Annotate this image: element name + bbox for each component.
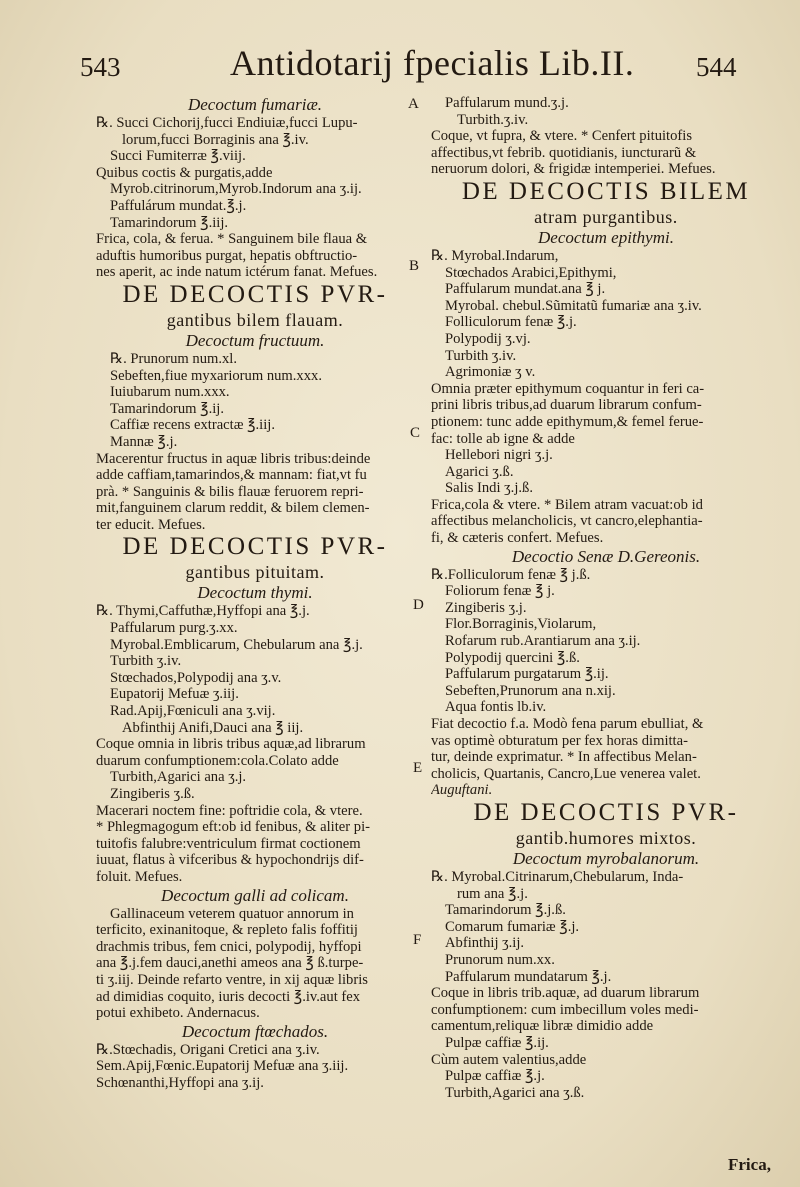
left-column-line: Macerentur fructus in aquæ libris tribus:deinde: [96, 450, 371, 467]
right-column-line: cholicis, Quartanis, Cancro,Lue venerea valet.: [431, 765, 701, 782]
right-column-line: fac: tolle ab igne & adde: [431, 430, 575, 447]
left-column-line: prà. * Sanguinis & bilis flauæ feruorem repri-: [96, 483, 364, 500]
left-column-line: Decoctum fructuum.: [185, 330, 325, 350]
left-column-line: Turbith ʒ.iv.: [110, 653, 182, 670]
page-header: [0, 42, 800, 94]
right-column-line: affectibus melancholicis, vt cancro,elephantia-: [431, 513, 703, 530]
right-column-line: DE DECOCTIS BILEM: [461, 177, 751, 205]
left-column-line: Tamarindorum ℥.iij.: [110, 214, 229, 231]
right-page-number: 544: [696, 52, 737, 82]
left-column-line: Caffiæ recens extractæ ℥.iij.: [110, 417, 275, 434]
right-column-line: Paffularum purgatarum ℥.ij.: [445, 666, 609, 683]
left-column-line: gantibus bilem flauam.: [166, 309, 344, 330]
left-column-line: adde caffiam,tamarindos,& mannam: fiat,vt fu: [96, 467, 367, 484]
right-column-line: Myrobal. chebul.Sũmitatũ fumariæ ana ʒ.iv.: [445, 297, 702, 314]
left-column-line: Decoctum ftœchados.: [181, 1021, 329, 1041]
left-column-line: ℞. Prunorum num.xl.: [110, 350, 237, 367]
left-column-line: Iuiubarum num.xxx.: [110, 384, 230, 401]
right-column-line: ptionem: tunc adde epithymum,& femel ferue-: [431, 413, 704, 430]
left-column-line: aduftis humoribus purgat, hepatis obftructio-: [96, 247, 358, 264]
right-column-line: Decoctum myrobalanorum.: [512, 848, 700, 868]
right-column-line: Decoctum epithymi.: [538, 227, 674, 247]
right-column-line: vas optimè obturatum per fex horas dimitta-: [431, 732, 688, 749]
margin-letter-b: B: [409, 258, 420, 274]
margin-letter-f: F: [413, 932, 422, 948]
left-column-line: Stœchados,Polypodij ana ʒ.v.: [110, 669, 282, 686]
left-column-line: Abfinthij Anifi,Dauci ana ℥ iij.: [122, 719, 304, 736]
left-column-line: Frica, cola, & ferua. * Sanguinem bile flaua &: [96, 231, 368, 248]
left-column-line: Sem.Apij,Fœnic.Eupatorij Mefuæ ana ʒ.iij.: [96, 1058, 349, 1075]
catchword: Frica,: [728, 1155, 771, 1174]
right-column-line: Decoctio Senæ D.Gereonis.: [511, 546, 701, 566]
right-column-line: Turbith ʒ.iv.: [445, 347, 517, 364]
right-column-line: Paffularum mundatarum ℥.j.: [445, 968, 612, 985]
right-column-line: rum ana ℥.j.: [457, 885, 528, 902]
right-column-line: Folliculorum fenæ ℥.j.: [445, 314, 577, 331]
right-column-line: Prunorum num.xx.: [445, 951, 555, 968]
right-column-line: atram purgantibus.: [534, 206, 678, 227]
right-column-line: tur, deinde exprimatur. * In affectibus Melan-: [431, 749, 697, 766]
left-column-line: gantibus pituitam.: [185, 562, 325, 583]
left-column-line: Myrobal.Emblicarum, Chebularum ana ℥.j.: [110, 636, 363, 653]
right-column-line: Salis Indi ʒ.j.ß.: [445, 480, 533, 497]
right-column-line: affectibus,vt febrib. quotidianis, iuncturarũ &: [431, 144, 697, 161]
right-column-line: Pulpæ caffiæ ℥.j.: [445, 1068, 545, 1085]
right-text-column: [431, 95, 781, 1101]
left-column-line: foluit. Mefues.: [96, 868, 183, 885]
left-column-line: Decoctum fumariæ.: [187, 95, 323, 114]
left-column-line: Sebeften,fiue myxariorum num.xxx.: [110, 367, 322, 384]
right-column-line: Tamarindorum ℥.j.ß.: [445, 902, 566, 919]
right-column-line: Flor.Borraginis,Violarum,: [445, 616, 597, 633]
left-column-line: Macerari noctem fine: poftridie cola, & vtere.: [96, 802, 363, 819]
right-column-line: Agrimoniæ ʒ v.: [445, 364, 536, 381]
right-column-line: Agarici ʒ.ß.: [445, 463, 514, 480]
margin-letter-d: D: [413, 597, 424, 613]
left-column-line: Myrob.citrinorum,Myrob.Indorum ana ʒ.ij.: [110, 181, 362, 198]
left-column-line: ana ℥.j.fem dauci,anethi ameos ana ℥ ß.turpe-: [96, 955, 364, 972]
left-column-line: Schœnanthi,Hyffopi ana ʒ.ij.: [96, 1074, 264, 1091]
right-column-line: Fiat decoctio f.a. Modò fena parum ebulliat, &: [431, 716, 704, 732]
right-column-line: ℞. Myrobal.Indarum,: [431, 247, 559, 264]
left-column-line: DE DECOCTIS PVR-: [122, 280, 388, 308]
right-column-line: Zingiberis ʒ.j.: [445, 599, 527, 616]
right-column-line: Polypodij quercini ℥.ß.: [445, 649, 580, 666]
right-column-line: ℞.Folliculorum fenæ ℥ j.ß.: [431, 566, 591, 583]
left-column-line: * Phlegmagogum eft:ob id fenibus, & aliter pi-: [96, 819, 370, 836]
right-column-line: camentum,reliquæ libræ dimidio adde: [431, 1018, 654, 1035]
left-column-line: ad dimidias coquito, iuris decocti ℥.iv.aut fex: [96, 988, 361, 1005]
right-column-line: Stœchados Arabici,Epithymi,: [445, 264, 617, 281]
left-column-line: nes aperit, ac inde natum ictérum fanat. Mefues.: [96, 264, 378, 281]
left-column-line: Paffularum purg.ʒ.xx.: [110, 620, 238, 637]
left-column-line: Paffulárum mundat.℥.j.: [110, 197, 247, 214]
right-column-line: Frica,cola & vtere. * Bilem atram vacuat:ob id: [431, 496, 703, 513]
right-column-line: Foliorum fenæ ℥ j.: [445, 583, 555, 600]
left-column-line: Eupatorij Mefuæ ʒ.iij.: [110, 686, 239, 703]
left-page-number: 543: [80, 52, 121, 82]
right-column-line: Pulpæ caffiæ ℥.ij.: [445, 1034, 549, 1051]
right-column-line: fi, & cæteris confert. Mefues.: [431, 530, 604, 547]
right-column-line: Cùm autem valentius,adde: [431, 1051, 587, 1068]
left-column-line: duarum confumptionem:cola.Colato adde: [96, 752, 339, 769]
left-column-line: Decoctum galli ad colicam.: [161, 885, 349, 905]
right-column-line: Omnia præter epithymum coquantur in feri ca-: [431, 380, 705, 397]
left-column-line: Gallinaceum veterem quatuor annorum in: [110, 905, 354, 922]
right-column-line: Auguftani.: [431, 782, 493, 799]
left-column-line: Turbith,Agarici ana ʒ.j.: [110, 769, 247, 786]
right-column-line: DE DECOCTIS PVR-: [473, 798, 739, 826]
left-column-line: potui exhibeto. Andernacus.: [96, 1005, 260, 1022]
left-column-line: ℞. Thymi,Caffuthæ,Hyffopi ana ℥.j.: [96, 603, 310, 620]
right-column-line: Abfinthij ʒ.ij.: [445, 935, 525, 952]
right-column-line: Turbith.ʒ.iv.: [457, 111, 529, 128]
left-column-line: Quibus coctis & purgatis,adde: [96, 164, 273, 181]
right-column-line: gantib.humores mixtos.: [515, 827, 697, 848]
left-column-line: ℞.Stœchadis, Origani Cretici ana ʒ.iv.: [96, 1041, 320, 1058]
margin-letter-e: E: [413, 760, 423, 776]
left-column-line: Mannæ ℥.j.: [110, 433, 178, 450]
left-column-line: lorum,fucci Borraginis ana ℥.iv.: [122, 131, 309, 148]
left-column-line: Tamarindorum ℥.ij.: [110, 400, 224, 417]
left-column-line: ter educit. Mefues.: [96, 516, 206, 533]
left-column-line: drachmis tribus, fem cnici, polypodij, hyffopi: [96, 938, 362, 955]
left-column-line: Decoctum thymi.: [197, 583, 313, 603]
margin-letter-a: A: [408, 96, 419, 112]
left-column-line: ℞. Succi Cichorij,fucci Endiuiæ,fucci Lupu-: [96, 115, 358, 131]
margin-letter-c: C: [410, 425, 421, 441]
left-column-line: Succi Fumiterræ ℥.viij.: [110, 148, 246, 165]
right-column-line: Sebeften,Prunorum ana n.xij.: [445, 682, 616, 699]
right-column-line: Comarum fumariæ ℥.j.: [445, 918, 580, 935]
right-column-line: Rofarum rub.Arantiarum ana ʒ.ij.: [445, 633, 641, 650]
right-column-line: Paffularum mund.ʒ.j.: [445, 95, 569, 111]
left-column-line: terficito, exinanitoque, & repleto falis foffitij: [96, 922, 358, 939]
left-column-line: Zingiberis ʒ.ß.: [110, 786, 195, 802]
right-column-line: Paffularum mundat.ana ℥ j.: [445, 281, 606, 298]
right-column-line: ℞. Myrobal.Citrinarum,Chebularum, Inda-: [431, 868, 684, 885]
left-column-line: ti ʒ.iij. Deinde refarto ventre, in xij aquæ libris: [96, 971, 368, 988]
left-column-line: Coque omnia in libris tribus aquæ,ad librarum: [96, 736, 366, 753]
left-column-line: Rad.Apij,Fœniculi ana ʒ.vij.: [110, 703, 276, 720]
right-column-line: Polypodij ʒ.vj.: [445, 330, 531, 347]
left-text-column: [96, 95, 414, 1092]
right-column-line: Turbith,Agarici ana ʒ.ß.: [445, 1084, 585, 1101]
left-column-line: mit,fanguinem clarum reddit, & bilem clemen-: [96, 500, 370, 517]
right-column-line: Coque, vt fupra, & vtere. * Cenfert pituitofis: [431, 128, 693, 145]
right-column-line: prini libris tribus,ad duarum librarum confum-: [431, 397, 702, 414]
left-column-line: iuuat, flatus à vifceribus & hypochondrijs dif-: [96, 852, 364, 869]
running-title: Antidotarij fpecialis Lib.II.: [230, 43, 635, 83]
right-column-line: Coque in libris trib.aquæ, ad duarum librarum: [431, 985, 700, 1002]
right-column-line: Aqua fontis lb.iv.: [445, 699, 547, 716]
right-column-line: Hellebori nigri ʒ.j.: [445, 447, 553, 464]
right-column-line: neruorum dolori, & frigidæ intemperiei. Mefues.: [431, 161, 716, 178]
left-column-line: DE DECOCTIS PVR-: [122, 533, 388, 561]
left-column-line: tuitofis falubre:ventriculum firmat coctionem: [96, 835, 361, 852]
right-column-line: confumptionem: cum imbecillum voles medi-: [431, 1001, 699, 1018]
